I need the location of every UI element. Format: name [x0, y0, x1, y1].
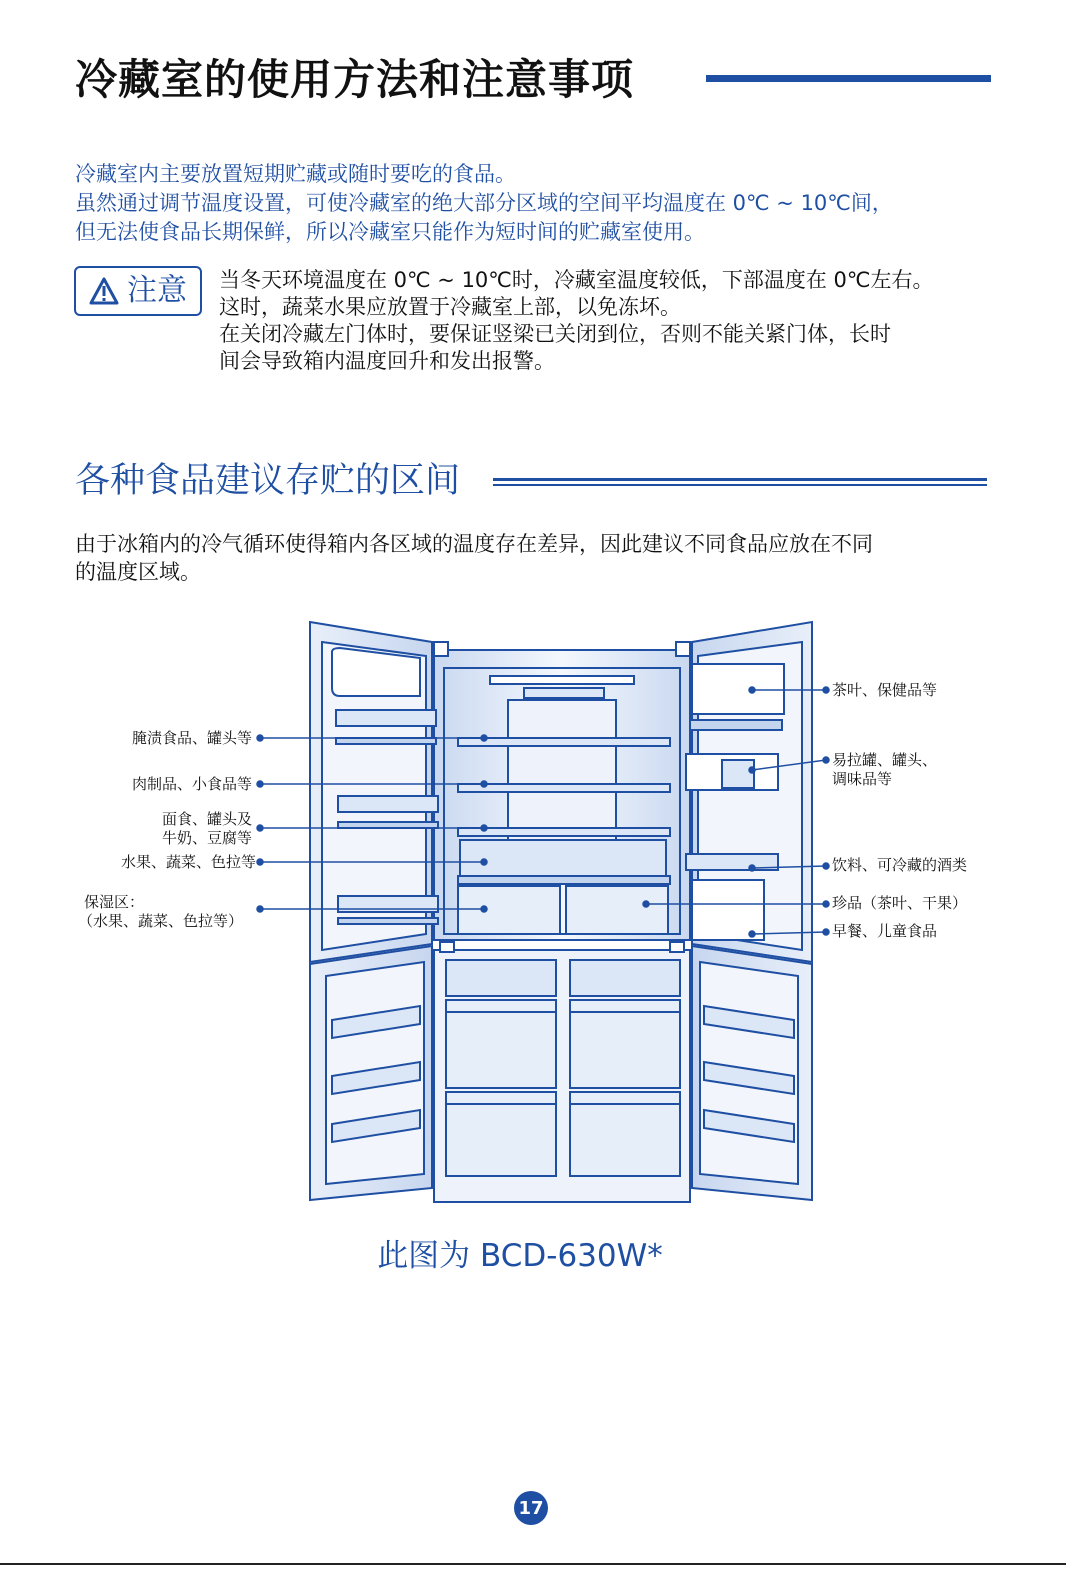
label-meat-products: 肉制品、小食品等 — [131, 775, 252, 793]
title-rule — [706, 75, 991, 82]
bottom-rule — [0, 1563, 1066, 1565]
label-drinks-wine: 饮料、可冷藏的酒类 — [832, 856, 968, 874]
intro-paragraph — [75, 160, 1005, 247]
section-line: 由于冰箱内的冷气循环使得箱内各区域的温度存在差异，因此建议不同食品应放在不同 — [75, 532, 873, 556]
caution-line: 这时，蔬菜水果应放置于冷藏室上部，以免冻坏。 — [219, 295, 681, 319]
label-fruit-veg: 水果、蔬菜、色拉等 — [120, 853, 256, 871]
section-paragraph — [75, 530, 995, 586]
label-humidity-zone: 保湿区： （水果、蔬菜、色拉等） — [78, 893, 244, 930]
label-pickled-food: 腌渍食品、罐头等 — [131, 729, 252, 747]
caution-badge — [74, 266, 202, 316]
intro-line: 虽然通过调节温度设置，可使冷藏室的绝大部分区域的空间平均温度在 0℃ ~ 10℃间， — [75, 191, 893, 215]
caution-line: 间会导致箱内温度回升和发出报警。 — [219, 349, 555, 373]
section-rule — [493, 478, 987, 481]
caution-label: 注意 — [127, 273, 187, 308]
warning-triangle-icon — [89, 277, 119, 305]
label-noodles-milk: 面食、罐头及 牛奶、豆腐等 — [161, 810, 252, 847]
intro-line: 冷藏室内主要放置短期贮藏或随时要吃的食品。 — [75, 162, 516, 186]
section-title: 各种食品建议存贮的区间 — [75, 461, 461, 501]
label-breakfast-kids: 早餐、儿童食品 — [832, 922, 938, 940]
label-treasures: 珍品（茶叶、干果） — [832, 894, 968, 912]
page-title: 冷藏室的使用方法和注意事项 — [75, 55, 635, 104]
label-cans-seasoning: 易拉罐、罐头、 调味品等 — [832, 751, 938, 788]
page-number: 17 — [514, 1491, 548, 1525]
caution-line: 当冬天环境温度在 0℃ ~ 10℃时，冷藏室温度较低，下部温度在 0℃左右。 — [219, 268, 934, 292]
section-rule — [493, 484, 987, 486]
caution-text — [219, 267, 1019, 375]
intro-line: 但无法使食品长期保鲜，所以冷藏室只能作为短时间的贮藏室使用。 — [75, 220, 705, 244]
figure-caption: 此图为 BCD-630W* — [377, 1238, 663, 1274]
caution-line: 在关闭冷藏左门体时，要保证竖梁已关闭到位，否则不能关紧门体，长时 — [219, 322, 891, 346]
section-line: 的温度区域。 — [75, 560, 201, 584]
label-tea-health: 茶叶、保健品等 — [832, 681, 938, 699]
